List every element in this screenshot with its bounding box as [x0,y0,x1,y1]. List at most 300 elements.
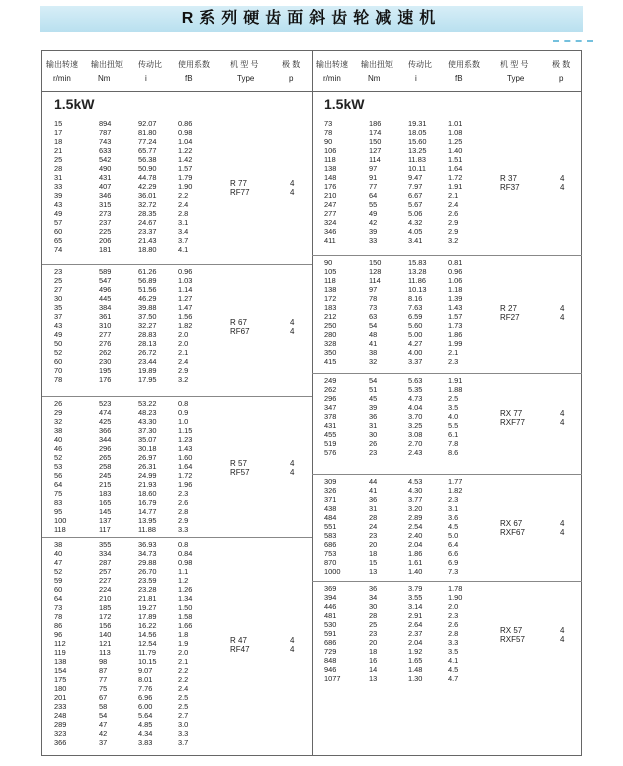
torque-cell: 54 [369,376,378,385]
factor-cell: 0.96 [448,267,463,276]
factor-cell: 0.86 [178,119,193,128]
speed-cell: 37 [54,312,63,321]
table-row [312,276,582,285]
ratio-cell: 37.30 [138,426,157,435]
torque-cell: 77 [99,675,108,684]
table-row [42,426,312,435]
speed-cell: 481 [324,611,337,620]
pole-count: 4 [290,458,295,468]
factor-cell: 1.08 [448,128,463,137]
ratio-cell: 4.73 [408,394,423,403]
table-row [312,200,582,209]
model-name: R 67 [230,317,247,327]
table-row [312,267,582,276]
table-row [312,303,582,312]
speed-cell: 86 [54,621,63,630]
torque-cell: 265 [99,453,112,462]
speed-cell: 519 [324,439,337,448]
torque-cell: 237 [99,218,112,227]
table-row [312,656,582,665]
ratio-cell: 5.00 [408,330,423,339]
factor-cell: 8.6 [448,448,459,457]
torque-cell: 315 [99,200,112,209]
model-group [312,474,582,582]
table-row [42,119,312,128]
table-header [312,51,582,92]
table-row [42,684,312,693]
table-row [312,567,582,576]
ratio-cell: 19.89 [138,366,157,375]
ratio-cell: 2.70 [408,439,423,448]
factor-cell: 1.8 [178,630,189,639]
speed-cell: 28 [54,164,63,173]
ratio-cell: 26.97 [138,453,157,462]
pole-count: 4 [560,634,565,644]
table-row [42,303,312,312]
table-row [42,245,312,254]
model-group [312,373,582,475]
factor-cell: 3.3 [448,638,459,647]
model-name-flange: RF67 [230,326,250,336]
torque-cell: 277 [99,330,112,339]
speed-cell: 446 [324,602,337,611]
table-row [42,720,312,729]
table-row [312,611,582,620]
speed-cell: 455 [324,430,337,439]
torque-cell: 121 [99,639,112,648]
speed-cell: 70 [54,366,63,375]
torque-cell: 174 [369,128,382,137]
ratio-cell: 17.89 [138,612,157,621]
factor-cell: 1.64 [178,462,193,471]
torque-cell: 23 [369,448,378,457]
factor-cell: 2.0 [178,339,189,348]
factor-cell: 1.25 [448,137,463,146]
factor-cell: 2.2 [178,666,189,675]
table-row [42,137,312,146]
torque-cell: 15 [369,558,378,567]
speed-cell: 30 [54,294,63,303]
torque-cell: 224 [99,585,112,594]
speed-cell: 154 [54,666,67,675]
factor-cell: 1.40 [448,146,463,155]
ratio-cell: 5.60 [408,321,423,330]
table-row [42,146,312,155]
torque-cell: 36 [369,412,378,421]
factor-cell: 2.4 [178,684,189,693]
speed-cell: 201 [54,693,67,702]
header-torque-unit: Nm [368,74,381,83]
header-ratio-unit: i [145,74,147,83]
speed-cell: 394 [324,593,337,602]
speed-cell: 415 [324,357,337,366]
ratio-cell: 28.13 [138,339,157,348]
speed-cell: 95 [54,507,63,516]
table-row [42,480,312,489]
speed-cell: 212 [324,312,337,321]
factor-cell: 3.7 [178,236,189,245]
speed-cell: 35 [54,303,63,312]
speed-cell: 60 [54,357,63,366]
ratio-cell: 18.05 [408,128,427,137]
factor-cell: 1.22 [178,146,193,155]
factor-cell: 1.56 [178,312,193,321]
ratio-cell: 3.41 [408,236,423,245]
ratio-cell: 6.67 [408,191,423,200]
speed-cell: 46 [54,444,63,453]
table-row [42,462,312,471]
factor-cell: 2.1 [448,348,459,357]
pole-count: 4 [560,304,565,313]
table-row [312,602,582,611]
pole-count: 4 [290,178,295,188]
ratio-cell: 4.85 [138,720,153,729]
speed-cell: 350 [324,348,337,357]
torque-cell: 41 [369,486,378,495]
ratio-cell: 3.55 [408,593,423,602]
table-row [42,417,312,426]
ratio-cell: 81.80 [138,128,157,137]
ratio-cell: 8.16 [408,294,423,303]
table-row [312,339,582,348]
factor-cell: 2.3 [178,489,189,498]
factor-cell: 3.5 [448,647,459,656]
table-row [42,567,312,576]
torque-cell: 25 [369,620,378,629]
table-row [42,516,312,525]
torque-cell: 75 [99,684,108,693]
table-row [42,267,312,276]
torque-cell: 176 [99,375,112,384]
header-pole-cn: 极 数 [282,60,301,69]
torque-cell: 18 [369,549,378,558]
factor-cell: 1.77 [448,477,463,486]
pole-count: 4 [290,317,295,327]
speed-cell: 576 [324,448,337,457]
header-speed-cn: 输出转速 [46,60,78,69]
table-row [42,366,312,375]
factor-cell: 1.23 [178,435,193,444]
ratio-cell: 46.29 [138,294,157,303]
table-row [42,675,312,684]
torque-cell: 54 [99,711,108,720]
speed-cell: 96 [54,630,63,639]
speed-cell: 75 [54,489,63,498]
table-row [312,477,582,486]
ratio-cell: 3.20 [408,504,423,513]
speed-cell: 73 [324,119,333,128]
speed-cell: 172 [324,294,337,303]
torque-cell: 32 [369,357,378,366]
ratio-cell: 11.86 [408,276,426,285]
table-row [42,236,312,245]
table-row [312,394,582,403]
torque-cell: 361 [99,312,112,321]
factor-cell: 0.81 [448,258,463,267]
speed-cell: 60 [54,585,63,594]
ratio-cell: 21.93 [138,480,157,489]
speed-cell: 324 [324,218,337,227]
torque-cell: 276 [99,339,112,348]
speed-cell: 74 [54,245,63,254]
factor-cell: 6.9 [448,558,459,567]
table-row [312,376,582,385]
header-speed-unit: r/min [53,74,71,83]
ratio-cell: 14.56 [138,630,157,639]
speed-cell: 40 [54,549,63,558]
model-name-flange: RF57 [230,467,250,477]
table-row [312,522,582,531]
table-row [312,665,582,674]
ratio-cell: 43.30 [138,417,157,426]
torque-cell: 117 [99,525,111,534]
torque-cell: 227 [99,576,112,585]
speed-cell: 378 [324,412,337,421]
speed-cell: 262 [324,385,337,394]
ratio-cell: 15.83 [408,258,427,267]
speed-cell: 176 [324,182,337,191]
model-name: RX 57 [500,625,523,635]
torque-cell: 30 [369,430,378,439]
ratio-cell: 21.43 [138,236,157,245]
factor-cell: 7.3 [448,567,459,576]
factor-cell: 1.86 [448,330,463,339]
factor-cell: 1.39 [448,294,463,303]
ratio-cell: 36.93 [138,540,157,549]
torque-cell: 38 [369,348,378,357]
torque-cell: 230 [99,357,112,366]
speed-cell: 23 [54,267,63,276]
factor-cell: 1.57 [178,164,193,173]
speed-cell: 484 [324,513,337,522]
table-row [42,693,312,702]
speed-cell: 78 [324,128,333,137]
header-pole-cn: 极 数 [552,60,571,69]
factor-cell: 2.3 [448,611,459,620]
factor-cell: 1.43 [178,444,193,453]
table-row [42,498,312,507]
header-ratio-cn: 传动比 [138,60,162,69]
torque-cell: 245 [99,471,112,480]
ratio-cell: 16.22 [138,621,157,630]
table-row [42,630,312,639]
torque-cell: 78 [369,294,378,303]
speed-cell: 29 [54,408,63,417]
table-row [312,504,582,513]
speed-cell: 138 [324,285,337,294]
factor-cell: 1.82 [178,321,193,330]
torque-cell: 41 [369,339,378,348]
torque-cell: 344 [99,435,112,444]
ratio-cell: 26.72 [138,348,157,357]
ratio-cell: 24.99 [138,471,157,480]
table-row [312,647,582,656]
speed-cell: 90 [324,258,333,267]
torque-cell: 98 [99,657,108,666]
ratio-cell: 3.25 [408,421,423,430]
ratio-cell: 2.04 [408,540,423,549]
ratio-cell: 7.76 [138,684,153,693]
factor-cell: 6.4 [448,540,459,549]
factor-cell: 2.6 [448,620,459,629]
table-row [312,312,582,321]
ratio-cell: 1.86 [408,549,423,558]
table-row [312,448,582,457]
torque-cell: 407 [99,182,112,191]
ratio-cell: 3.70 [408,412,423,421]
header-speed-cn: 输出转速 [316,60,348,69]
header-speed-unit: r/min [323,74,341,83]
ratio-cell: 6.59 [408,312,423,321]
torque-cell: 39 [369,403,378,412]
model-name: RX 77 [500,408,523,418]
table-row [42,227,312,236]
factor-cell: 3.4 [178,227,189,236]
speed-cell: 309 [324,477,337,486]
factor-cell: 0.84 [178,549,193,558]
ratio-cell: 19.31 [408,119,427,128]
ratio-cell: 5.35 [408,385,423,394]
ratio-cell: 9.07 [138,666,153,675]
factor-cell: 3.3 [178,729,189,738]
factor-cell: 1.34 [178,594,193,603]
torque-cell: 34 [369,593,378,602]
table-row [42,209,312,218]
pole-count: 4 [560,174,565,183]
factor-cell: 1.26 [178,585,193,594]
table-row [312,128,582,137]
speed-cell: 371 [324,495,337,504]
model-group [42,109,312,265]
torque-cell: 44 [369,477,378,486]
speed-cell: 83 [54,498,63,507]
torque-cell: 36 [369,495,378,504]
ratio-cell: 6.00 [138,702,153,711]
torque-cell: 150 [369,258,382,267]
ratio-cell: 4.27 [408,339,423,348]
speed-cell: 438 [324,504,337,513]
factor-cell: 4.5 [448,665,459,674]
table-row [312,209,582,218]
factor-cell: 1.72 [178,471,193,480]
table-row [42,399,312,408]
header-pole-unit: p [559,74,564,83]
torque-cell: 36 [369,584,378,593]
ratio-cell: 23.37 [138,227,157,236]
speed-cell: 138 [54,657,67,666]
factor-cell: 1.01 [448,119,463,128]
ratio-cell: 1.40 [408,567,423,576]
title-bar [40,6,583,32]
speed-cell: 119 [54,648,66,657]
factor-cell: 6.1 [448,430,459,439]
table-row [312,620,582,629]
factor-cell: 2.0 [178,648,189,657]
speed-cell: 277 [324,209,337,218]
power-label: 1.5kW [324,96,365,112]
factor-cell: 4.1 [178,245,189,254]
table-row [42,648,312,657]
table-row [312,593,582,602]
left-panel [42,51,313,755]
header-pole-unit: p [289,74,294,83]
table-row [42,339,312,348]
model-group [312,581,582,753]
ratio-cell: 92.07 [138,119,157,128]
ratio-cell: 23.59 [138,576,157,585]
factor-cell: 2.6 [178,498,189,507]
torque-cell: 20 [369,540,378,549]
factor-cell: 2.5 [178,702,189,711]
right-panel [312,51,582,755]
ratio-cell: 17.95 [138,375,157,384]
torque-cell: 30 [369,602,378,611]
ratio-cell: 2.40 [408,531,423,540]
speed-cell: 78 [54,612,63,621]
table-row [312,558,582,567]
table-row [42,276,312,285]
factor-cell: 2.4 [448,200,459,209]
ratio-cell: 28.35 [138,209,157,218]
table-row [312,584,582,593]
ratio-cell: 32.27 [138,321,157,330]
factor-cell: 2.5 [178,693,189,702]
torque-cell: 445 [99,294,112,303]
speed-cell: 431 [324,421,337,430]
torque-cell: 474 [99,408,112,417]
table-row [42,558,312,567]
table-row [312,294,582,303]
model-name-flange: RXF57 [500,634,525,644]
torque-cell: 787 [99,128,112,137]
table-row [42,594,312,603]
factor-cell: 1.9 [178,639,189,648]
ratio-cell: 3.83 [138,738,153,747]
table-row [312,146,582,155]
speed-cell: 729 [324,647,337,656]
table-row [42,155,312,164]
speed-cell: 59 [54,576,63,585]
pole-count: 4 [560,313,565,322]
factor-cell: 2.1 [178,348,189,357]
factor-cell: 4.5 [448,522,459,531]
ratio-cell: 77.24 [138,137,157,146]
table-row [312,227,582,236]
torque-cell: 16 [369,656,378,665]
ratio-cell: 11.79 [138,648,156,657]
speed-cell: 25 [54,276,63,285]
table-row [42,173,312,182]
factor-cell: 2.0 [178,330,189,339]
speed-cell: 296 [324,394,337,403]
factor-cell: 3.1 [448,504,459,513]
table-row [42,200,312,209]
speed-cell: 112 [54,639,66,648]
model-group [42,396,312,538]
table-row [312,348,582,357]
speed-cell: 870 [324,558,337,567]
factor-cell: 1.64 [448,164,463,173]
ratio-cell: 26.70 [138,567,157,576]
speed-cell: 21 [54,146,63,155]
speed-cell: 78 [54,375,63,384]
speed-cell: 247 [324,200,337,209]
factor-cell: 1.1 [178,567,189,576]
speed-cell: 47 [54,558,63,567]
torque-cell: 310 [99,321,112,330]
pole-count: 4 [560,183,565,192]
torque-cell: 47 [99,720,108,729]
